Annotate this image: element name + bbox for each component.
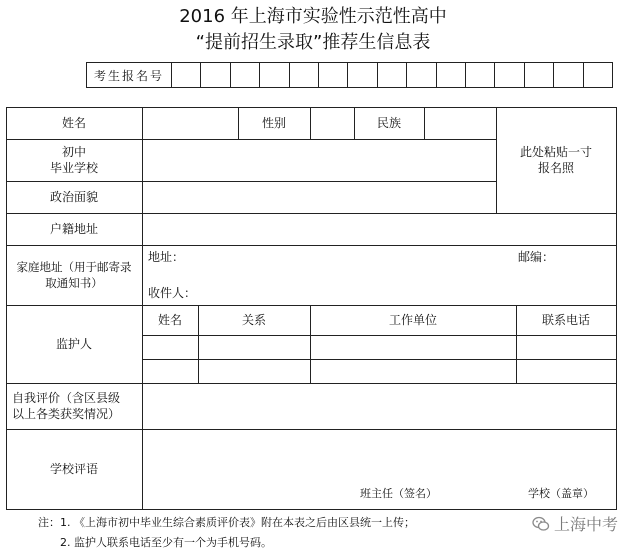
exam-number-box[interactable] (553, 62, 583, 88)
guardian-header-name: 姓名 (157, 313, 182, 327)
household-label: 户籍地址 (49, 222, 98, 236)
name-field[interactable] (142, 107, 238, 139)
exam-number-box[interactable] (436, 62, 466, 88)
exam-number-box[interactable] (171, 62, 201, 88)
school-seal: 学校（盖章） (528, 487, 594, 500)
exam-number-box[interactable] (494, 62, 524, 88)
self-eval-label-line2: 以上各类获奖情况） (12, 407, 121, 421)
home-address-label-line2: 取通知书） (45, 276, 103, 290)
photo-placeholder[interactable] (496, 107, 616, 213)
self-eval-label-line1: 自我评价（含区县级 (12, 391, 121, 405)
form-title-line1: 2016 年上海市实验性示范性高中 (179, 6, 447, 27)
recipient-prefix: 收件人： (148, 286, 197, 300)
exam-number-box[interactable] (583, 62, 613, 88)
middle-school-label-line1: 初中 (61, 145, 86, 159)
middle-school-label-line2: 毕业学校 (49, 161, 98, 175)
exam-number-box[interactable] (200, 62, 230, 88)
gender-label: 性别 (261, 116, 286, 130)
gender-field[interactable] (310, 107, 354, 139)
note-line1: 注：1. 《上海市初中毕业生综合素质评价表》附在本表之后由区县统一上传； (38, 516, 415, 529)
home-address-label-line1: 家庭地址（用于邮寄录 (16, 260, 132, 274)
postcode-prefix: 邮编： (518, 250, 555, 264)
exam-number-box[interactable] (377, 62, 407, 88)
grid-line-h (142, 359, 617, 360)
guardian-label: 监护人 (55, 337, 92, 351)
home-address-label (6, 245, 142, 305)
school-comment-label: 学校评语 (49, 462, 98, 476)
guardian-header-phone: 联系电话 (541, 313, 590, 327)
watermark-text: 上海中考 (553, 515, 618, 534)
exam-number-label: 考生报名号 (86, 62, 172, 88)
middle-school-label (6, 139, 142, 181)
exam-number-box[interactable] (347, 62, 377, 88)
exam-number-box[interactable] (406, 62, 436, 88)
grid-line-h (142, 335, 617, 336)
guardian-header-employer: 工作单位 (388, 313, 437, 327)
political-label: 政治面貌 (49, 190, 98, 204)
photo-label-line1: 此处粘贴一寸 (519, 145, 592, 159)
middle-school-field[interactable] (142, 139, 496, 181)
exam-number-box[interactable] (230, 62, 260, 88)
grid-line-v (616, 107, 617, 510)
self-eval-field[interactable] (142, 383, 616, 429)
photo-label-line2: 报名照 (537, 161, 574, 175)
guardian-header-relation: 关系 (241, 313, 266, 327)
grid-line-h (6, 509, 617, 510)
wechat-icon (532, 515, 550, 533)
exam-number-box[interactable] (289, 62, 319, 88)
exam-number-box[interactable] (465, 62, 495, 88)
political-field[interactable] (142, 181, 496, 213)
school-comment-field[interactable] (142, 429, 616, 481)
watermark (532, 512, 618, 535)
exam-number-box[interactable] (259, 62, 289, 88)
name-label: 姓名 (61, 116, 86, 130)
household-field[interactable] (142, 213, 616, 245)
exam-number-box[interactable] (318, 62, 348, 88)
teacher-signature: 班主任（签名） (360, 487, 437, 500)
address-prefix: 地址： (148, 250, 185, 264)
exam-number-box[interactable] (524, 62, 554, 88)
ethnicity-label: 民族 (376, 116, 401, 130)
form-title-line2: “提前招生录取”推荐生信息表 (195, 32, 431, 53)
ethnicity-field[interactable] (424, 107, 496, 139)
self-eval-label (6, 383, 142, 429)
note-line2: 2. 监护人联系电话至少有一个为手机号码。 (60, 536, 272, 549)
